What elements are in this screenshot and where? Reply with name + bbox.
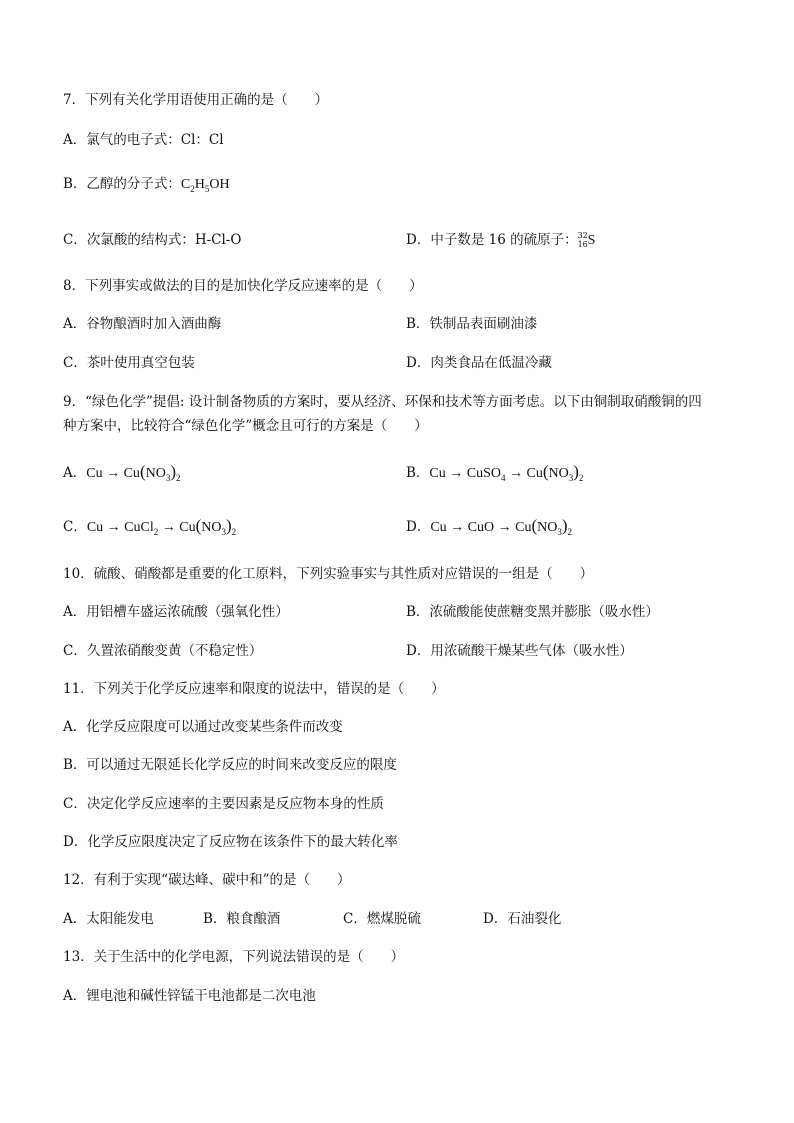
question-13-option-a: A．锂电池和碱性锌锰干电池都是二次电池 [63,988,316,1004]
question-7-option-c: C．次氯酸的结构式：H-Cl-O [63,232,242,248]
question-10-option-a: A．用铝槽车盛运浓硫酸（强氧化性） [63,604,289,620]
question-9-options-cd [63,516,573,538]
question-7-options-cd [63,230,596,250]
question-8-options-ab [63,314,538,334]
question-9-options-ab [63,462,584,484]
question-8-option-b: B．铁制品表面刷油漆 [406,316,538,332]
question-7-option-d: D．中子数是 16 的硫原子： 32 16 S [406,230,596,249]
question-7-option-b: B．乙醇的分子式：$C_2H_5OH$ [63,176,230,194]
question-9-option-b: B．Cu → CuSO$_4$ → $Cu(NO_3)_2$ [406,462,584,483]
question-8-option-a: A．谷物酿酒时加入酒曲酶 [63,316,222,332]
question-8-stem: 8．下列事实或做法的目的是加快化学反应速率的是（ ） [63,278,423,294]
question-8-option-d: D．肉类食品在低温冷藏 [406,355,552,371]
question-8-options-cd [63,353,552,373]
question-10-stem: 10．硫酸、硝酸都是重要的化工原料，下列实验事实与其性质对应错误的一组是（ ） [63,566,594,582]
question-13-stem: 13．关于生活中的化学电源，下列说法错误的是（ ） [63,949,405,965]
question-12-stem: 12．有利于实现“碳达峰、碳中和”的是（ ） [63,872,351,888]
question-9-option-a: A．$Cu \to Cu(NO_3)_2$ [63,462,181,483]
question-8-option-c: C．茶叶使用真空包装 [63,355,195,371]
question-11-option-c: C．决定化学反应速率的主要因素是反应物本身的性质 [63,796,384,812]
question-10-options-ab [63,602,659,622]
question-7-stem: 7．下列有关化学用语使用正确的是（ ） [63,92,329,108]
question-10-option-d: D．用浓硫酸干燥某些气体（吸水性） [406,643,633,659]
question-12-option-d: D．石油裂化 [483,911,562,927]
question-12-option-a: A．太阳能发电 [63,911,154,927]
question-10-options-cd [63,641,633,661]
question-11-stem: 11．下列关于化学反应速率和限度的说法中，错误的是（ ） [63,681,445,697]
question-7-option-a: A．氯气的电子式：Cl：Cl [63,132,224,148]
question-12-option-b: B．粮食酿酒 [203,911,281,927]
question-9-stem-line2: 种方案中，比较符合“绿色化学”概念且可行的方案是（ ） [63,418,428,434]
question-11-option-b: B．可以通过无限延长化学反应的时间来改变反应的限度 [63,757,397,773]
question-9-stem-line1: 9．“绿色化学”提倡: 设计制备物质的方案时，要从经济、环保和技术等方面考虑。以下由铜制取硝酸铜的四 [63,394,702,410]
sulfur-isotope: 32 16 [577,230,588,249]
question-10-option-b: B．浓硫酸能使蔗糖变黑并膨胀（吸水性） [406,604,659,620]
question-12-option-c: C．燃煤脱硫 [343,911,421,927]
question-9-option-c: C．Cu → CuCl$_2$ → $Cu(NO_3)_2$ [63,516,237,537]
question-11-option-a: A．化学反应限度可以通过改变某些条件而改变 [63,719,343,735]
ethanol-formula: $C_2H_5OH$ [180,177,230,194]
question-11-option-d: D．化学反应限度决定了反应物在该条件下的最大转化率 [63,834,398,850]
question-10-option-c: C．久置浓硝酸变黄（不稳定性） [63,643,263,659]
question-9-option-d: D．Cu → CuO → $Cu(NO_3)_2$ [406,516,573,537]
